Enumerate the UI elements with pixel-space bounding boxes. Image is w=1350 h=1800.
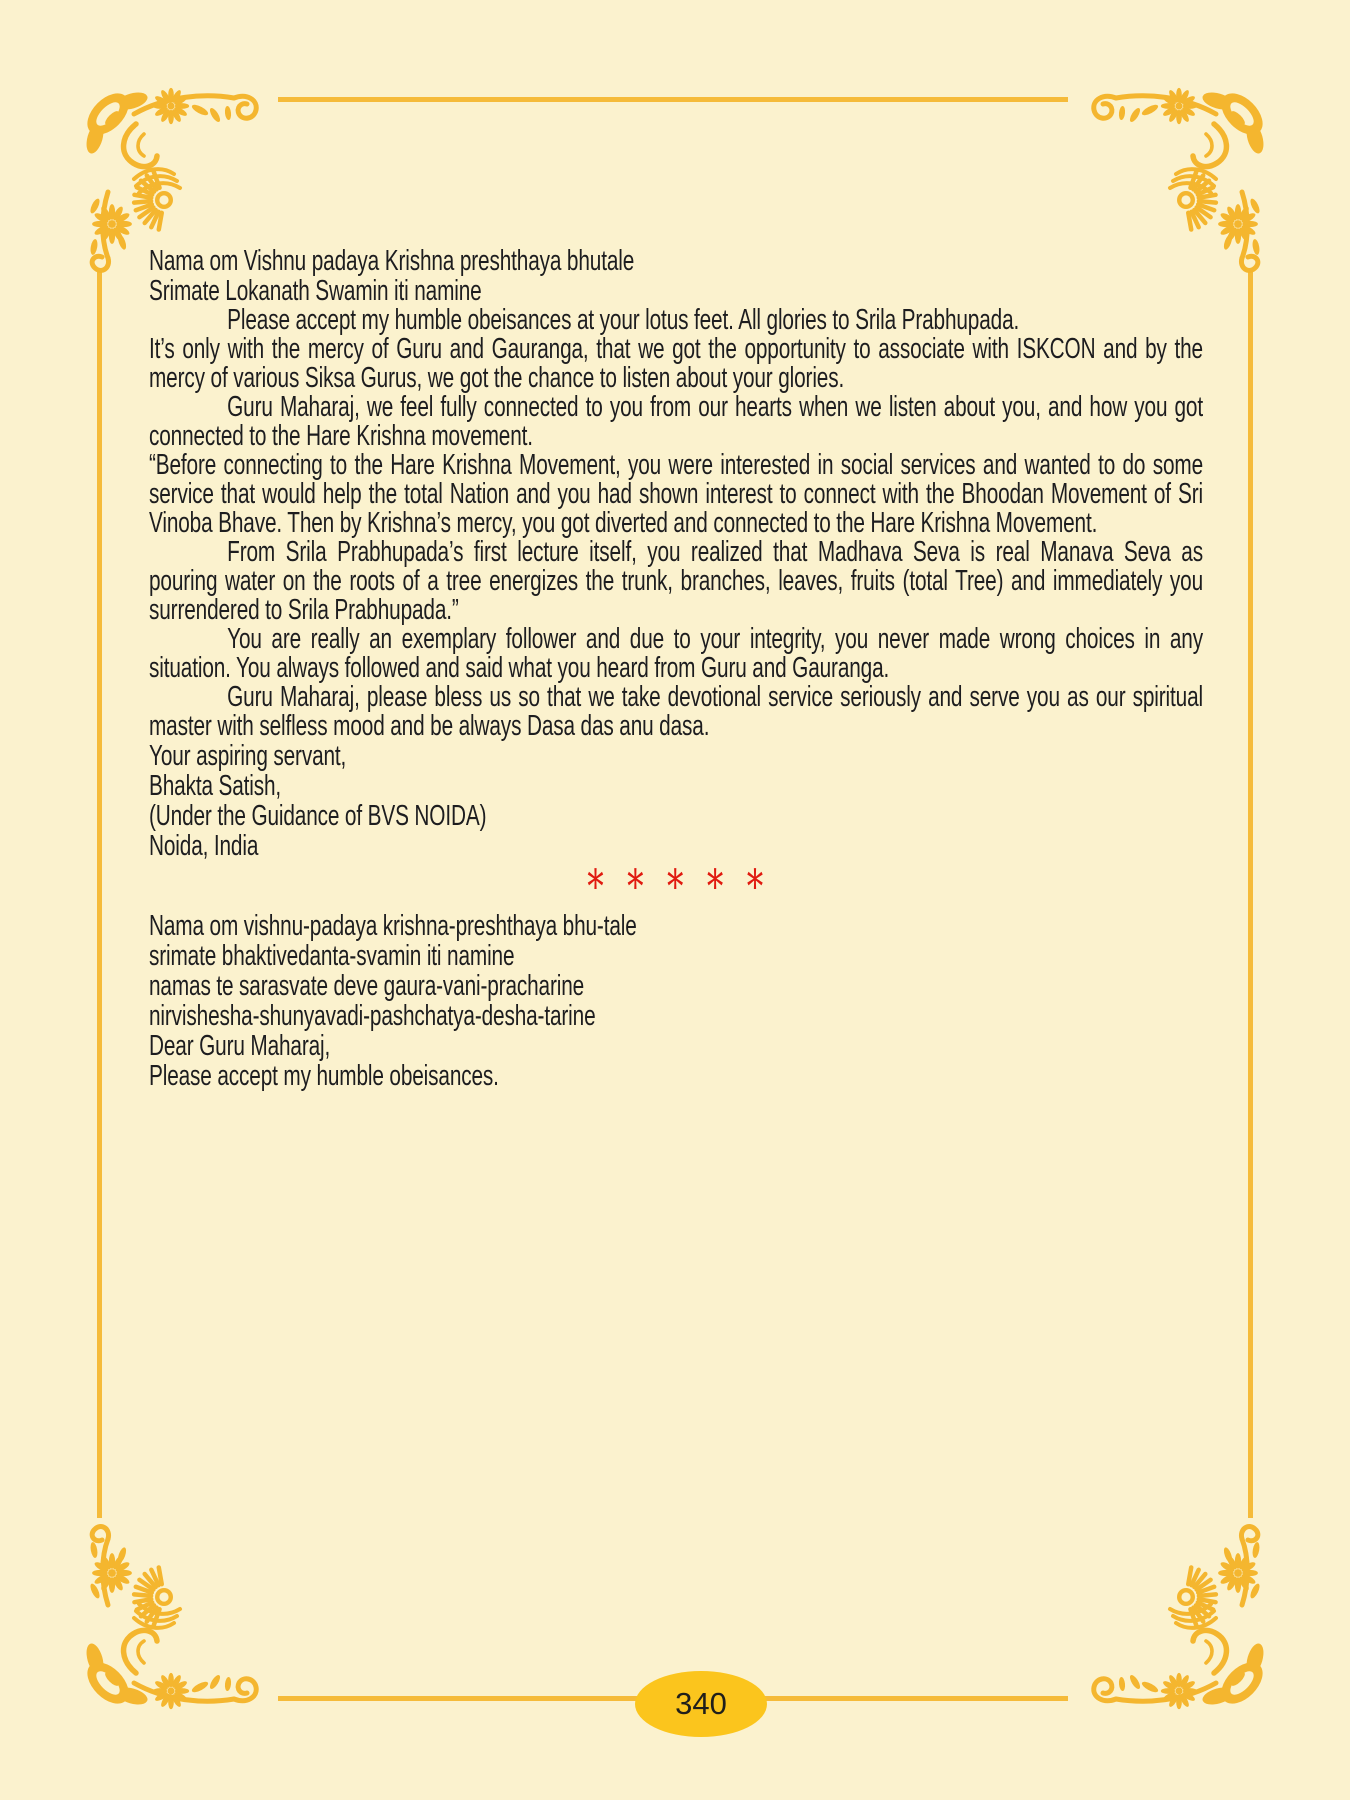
closing-salutation: Dear Guru Maharaj,: [149, 1030, 331, 1062]
letter-content: [149, 246, 1203, 1091]
signature-line: Noida, India: [149, 830, 259, 862]
letter-paragraph: From Srila Prabhupada’s first lecture itself, you realized that Madhava Seva is real Manava Seva as pouring water on the roots of a tree energizes the trunk, branches, leaves, fruits (total Tree) and immediately you surrendered to Srila Prabhupada.”: [149, 536, 1203, 626]
floral-corner-ornament-top-right: [1072, 84, 1272, 279]
letter-paragraph: You are really an exemplary follower and due to your integrity, you never made wrong choices in any situation. You always followed and said what you heard from Guru and Gauranga.: [149, 623, 1203, 684]
frame-line-top: [278, 97, 1068, 102]
invocation-line: Nama om Vishnu padaya Krishna preshthaya bhutale: [149, 245, 635, 277]
floral-corner-ornament-top-left: [78, 84, 278, 279]
letter-paragraph: Guru Maharaj, we feel fully connected to you from our hearts when we listen about you, and how you got connected to the Hare Krishna movement.: [149, 391, 1203, 452]
signature-line: (Under the Guidance of BVS NOIDA): [149, 800, 487, 832]
signature-line: Bhakta Satish,: [149, 770, 282, 802]
frame-line-right: [1248, 272, 1253, 1518]
page-number-badge: [635, 1671, 767, 1737]
letter-paragraph: Guru Maharaj, please bless us so that we take devotional service seriously and serve you as our spiritual master with selfless mood and be always Dasa das anu dasa.: [149, 681, 1203, 742]
floral-corner-ornament-bottom-left: [78, 1518, 278, 1713]
asterisk-separator: * * * * *: [587, 859, 765, 913]
mantra-line: nirvishesha-shunyavadi-pashchatya-desha-tarine: [149, 1000, 596, 1032]
invocation-line: Srimate Lokanath Swamin iti namine: [149, 275, 482, 307]
page-number: 340: [675, 1686, 727, 1721]
letter-paragraph: Please accept my humble obeisances at your lotus feet. All glories to Srila Prabhupada.: [227, 304, 1020, 336]
floral-corner-ornament-bottom-right: [1072, 1518, 1272, 1713]
mantra-line: srimate bhaktivedanta-svamin iti namine: [149, 940, 515, 972]
frame-line-left: [97, 272, 102, 1518]
mantra-line: Nama om vishnu-padaya krishna-preshthaya bhu-tale: [149, 910, 637, 942]
letter-paragraph: It’s only with the mercy of Guru and Gauranga, that we got the opportunity to associate with ISKCON and by the mercy of various Siksa Gurus, we got the chance to listen about your glories.: [149, 333, 1203, 394]
mantra-line: namas te sarasvate deve gaura-vani-pracharine: [149, 970, 585, 1002]
signature-line: Your aspiring servant,: [149, 740, 347, 772]
letter-paragraph: “Before connecting to the Hare Krishna Movement, you were interested in social services and wanted to do some service that would help the total Nation and you had shown interest to connect with the Bhoodan Movement of Sri Vinoba Bhave. Then by Krishna’s mercy, you got diverted and connected to the Hare Krishna Movement.: [149, 449, 1203, 539]
closing-salutation: Please accept my humble obeisances.: [149, 1060, 499, 1092]
